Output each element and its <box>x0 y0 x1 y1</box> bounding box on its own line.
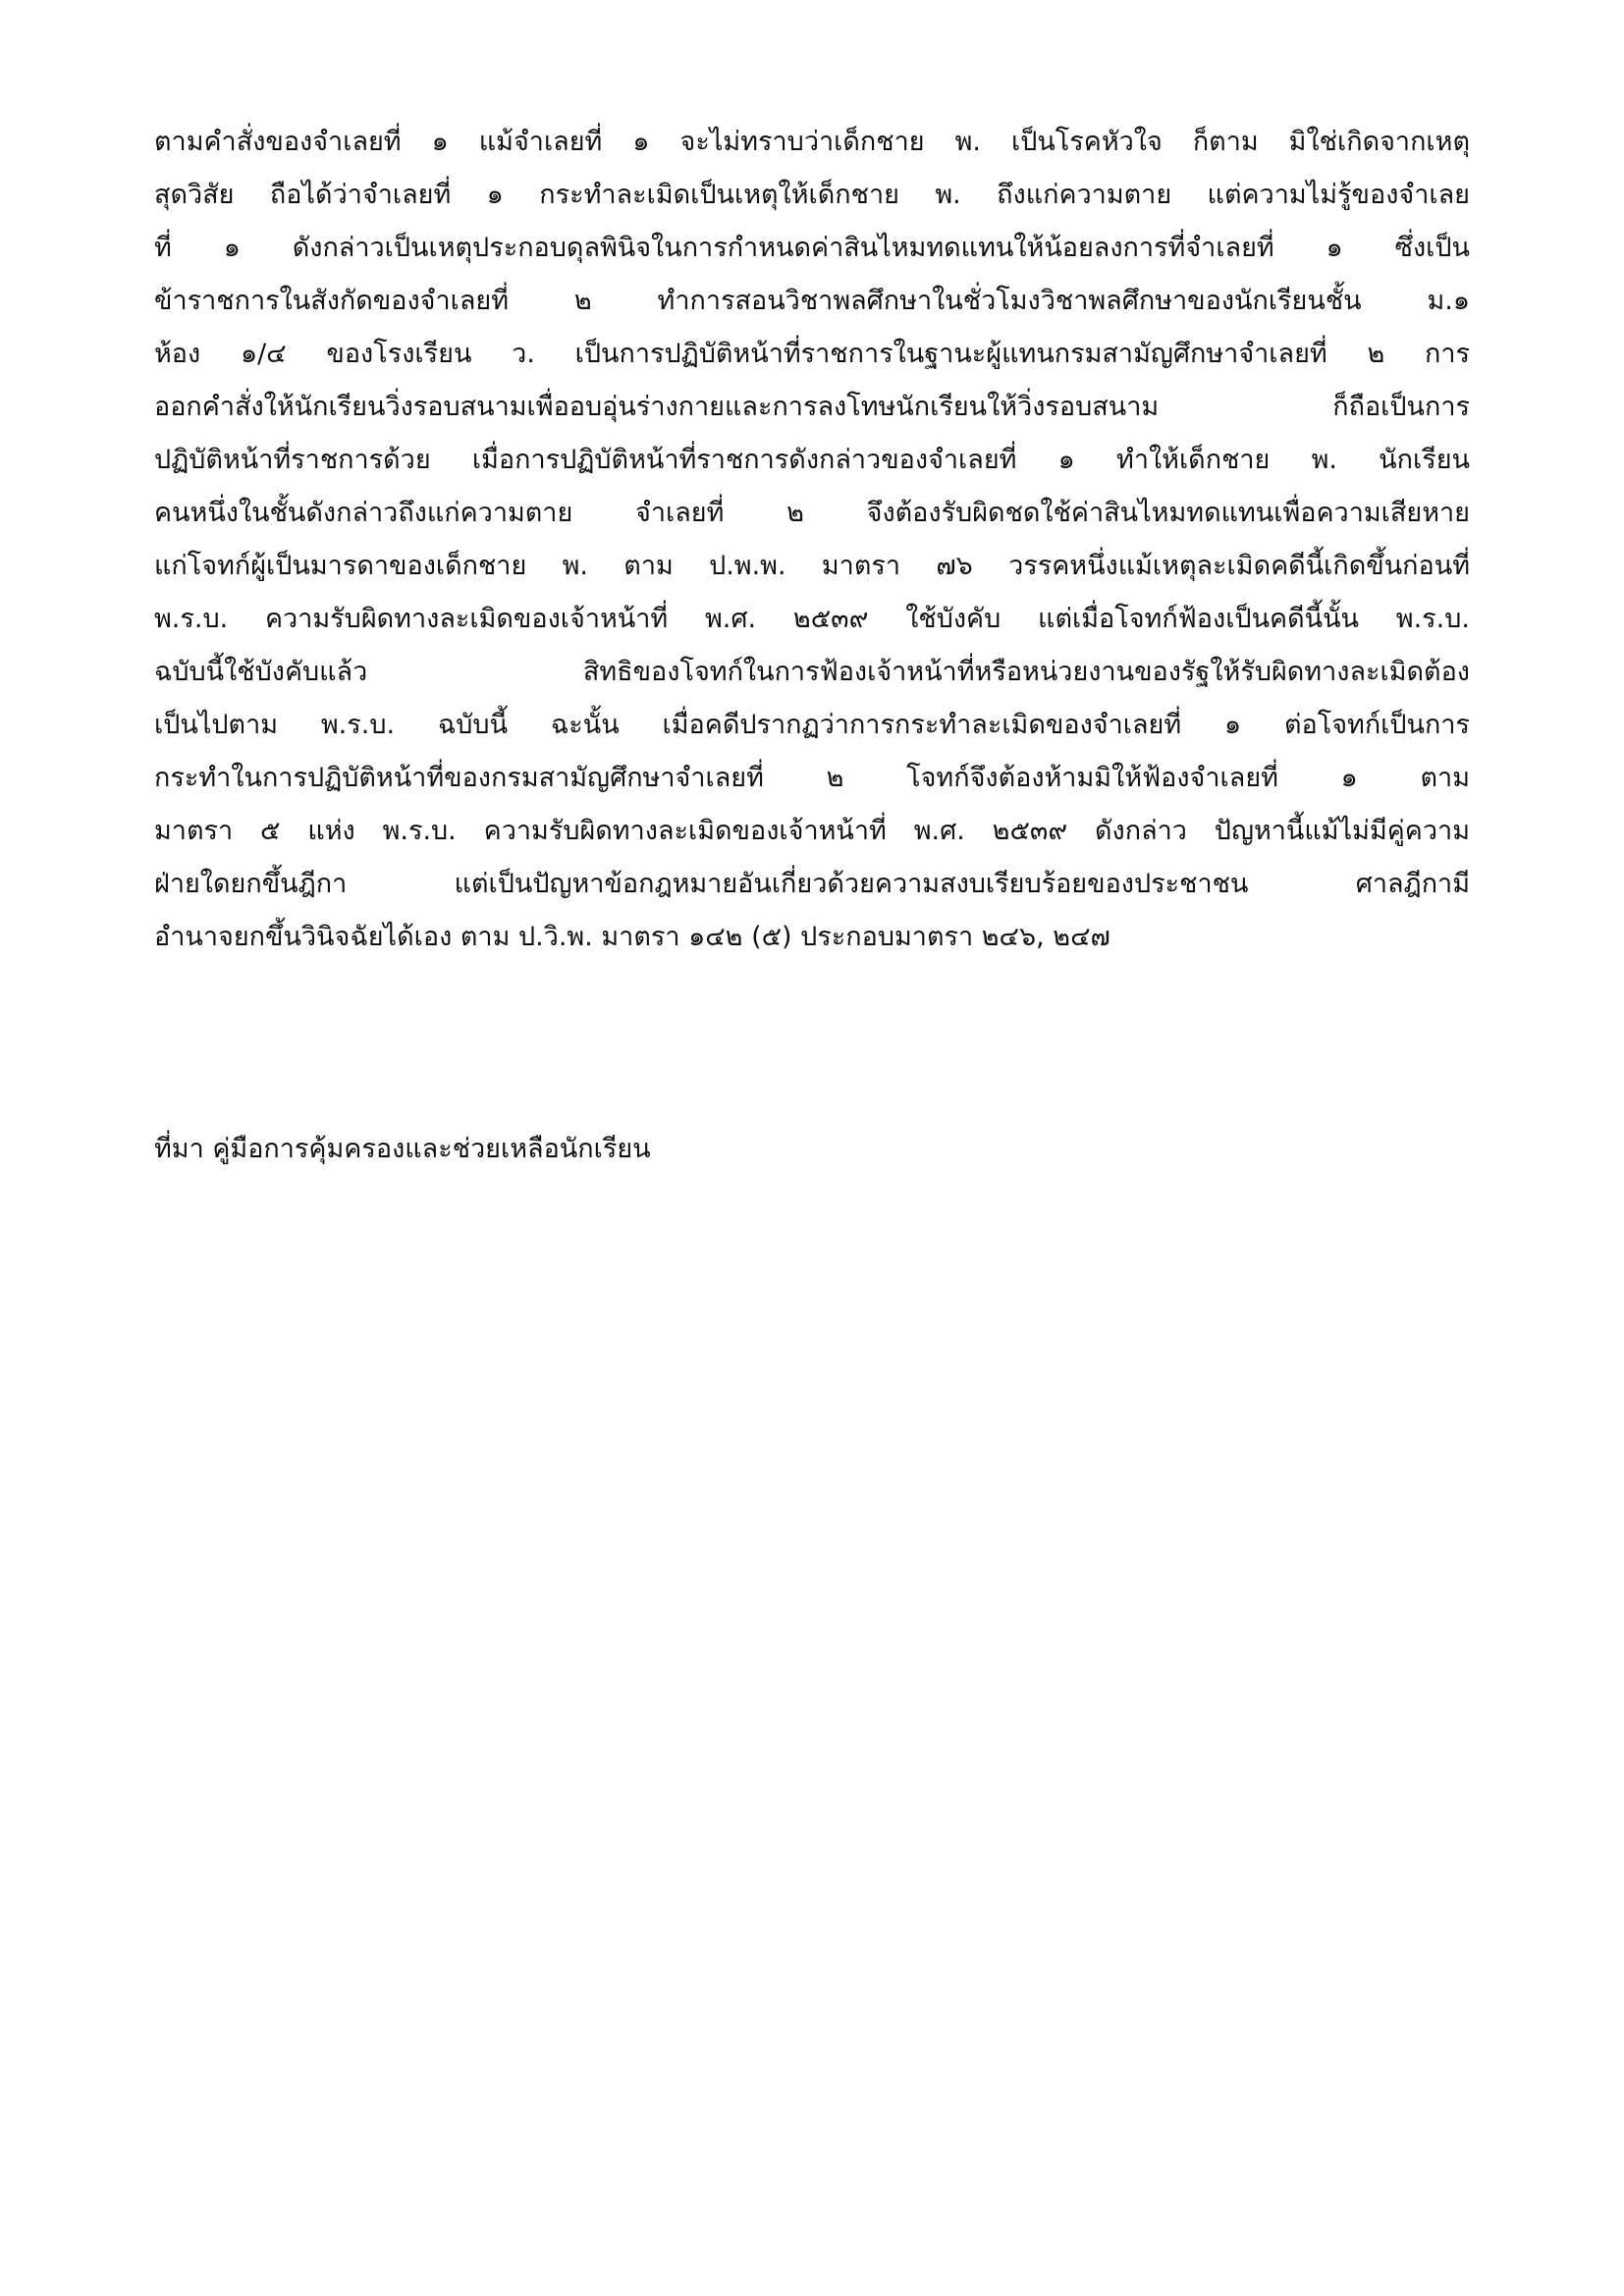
paragraph-line: แก่โจทก์ผู้เป็นมารดาของเด็กชาย พ. ตาม ป.พ.พ. มาตรา ๗๖ วรรคหนึ่งแม้เหตุละเมิดคดีนี้เกิดขึ้นก่อนที่ <box>154 551 1470 581</box>
paragraph-line: กระทำในการปฏิบัติหน้าที่ของกรมสามัญศึกษาจำเลยที่ ๒ โจทก์จึงต้องห้ามมิให้ฟ้องจำเลยที่ ๑ ตาม <box>154 763 1470 793</box>
paragraph-line: ตามคำสั่งของจำเลยที่ ๑ แม้จำเลยที่ ๑ จะไม่ทราบว่าเด็กชาย พ. เป็นโรคหัวใจ ก็ตาม มิใช่เกิดจากเหตุ <box>154 127 1470 157</box>
paragraph-line: ห้อง ๑/๔ ของโรงเรียน ว. เป็นการปฏิบัติหน้าที่ราชการในฐานะผู้แทนกรมสามัญศึกษาจำเลยที่ ๒ การ <box>154 339 1470 369</box>
paragraph-line: ฉบับนี้ใช้บังคับแล้ว สิทธิของโจทก์ในการฟ้องเจ้าหน้าที่หรือหน่วยงานของรัฐให้รับผิดทางละเมิดต้อง <box>154 657 1470 687</box>
paragraph-line: ฝ่ายใดยกขึ้นฎีกา แต่เป็นปัญหาข้อกฎหมายอันเกี่ยวด้วยความสงบเรียบร้อยของประชาชน ศาลฎีกามี <box>154 869 1470 899</box>
paragraph-line: คนหนึ่งในชั้นดังกล่าวถึงแก่ความตาย จำเลยที่ ๒ จึงต้องรับผิดชดใช้ค่าสินไหมทดแทนเพื่อความเสียหาย <box>154 498 1470 528</box>
paragraph-line: อำนาจยกขึ้นวินิจฉัยได้เอง ตาม ป.วิ.พ. มาตรา ๑๔๒ (๕) ประกอบมาตรา ๒๔๖, ๒๔๗ <box>154 922 1110 952</box>
paragraph-line: ปฏิบัติหน้าที่ราชการด้วย เมื่อการปฏิบัติหน้าที่ราชการดังกล่าวของจำเลยที่ ๑ ทำให้เด็กชาย พ. นักเรียน <box>154 445 1470 475</box>
source-citation: ที่มา คู่มือการคุ้มครองและช่วยเหลือนักเรียน <box>154 1134 651 1164</box>
paragraph-line: ข้าราชการในสังกัดของจำเลยที่ ๒ ทำการสอนวิชาพลศึกษาในชั่วโมงวิชาพลศึกษาของนักเรียนชั้น ม.๑ <box>154 286 1470 316</box>
paragraph-line: ออกคำสั่งให้นักเรียนวิ่งรอบสนามเพื่ออบอุ่นร่างกายและการลงโทษนักเรียนให้วิ่งรอบสนาม ก็ถือเป็นการ <box>154 392 1470 422</box>
paragraph-line: ที่ ๑ ดังกล่าวเป็นเหตุประกอบดุลพินิจในการกำหนดค่าสินไหมทดแทนให้น้อยลงการที่จำเลยที่ ๑ ซึ่งเป็น <box>154 233 1470 263</box>
paragraph-line: เป็นไปตาม พ.ร.บ. ฉบับนี้ ฉะนั้น เมื่อคดีปรากฏว่าการกระทำละเมิดของจำเลยที่ ๑ ต่อโจทก์เป็นการ <box>154 710 1470 740</box>
body-paragraph <box>154 116 1470 964</box>
paragraph-line: สุดวิสัย ถือได้ว่าจำเลยที่ ๑ กระทำละเมิดเป็นเหตุให้เด็กชาย พ. ถึงแก่ความตาย แต่ความไม่รู้ของจำเลย <box>154 180 1470 210</box>
paragraph-line: มาตรา ๕ แห่ง พ.ร.บ. ความรับผิดทางละเมิดของเจ้าหน้าที่ พ.ศ. ๒๕๓๙ ดังกล่าว ปัญหานี้แม้ไม่มีคู่ความ <box>154 816 1470 846</box>
paragraph-line: พ.ร.บ. ความรับผิดทางละเมิดของเจ้าหน้าที่ พ.ศ. ๒๕๓๙ ใช้บังคับ แต่เมื่อโจทก์ฟ้องเป็นคดีนี้นั้น พ.ร.บ. <box>154 604 1470 634</box>
